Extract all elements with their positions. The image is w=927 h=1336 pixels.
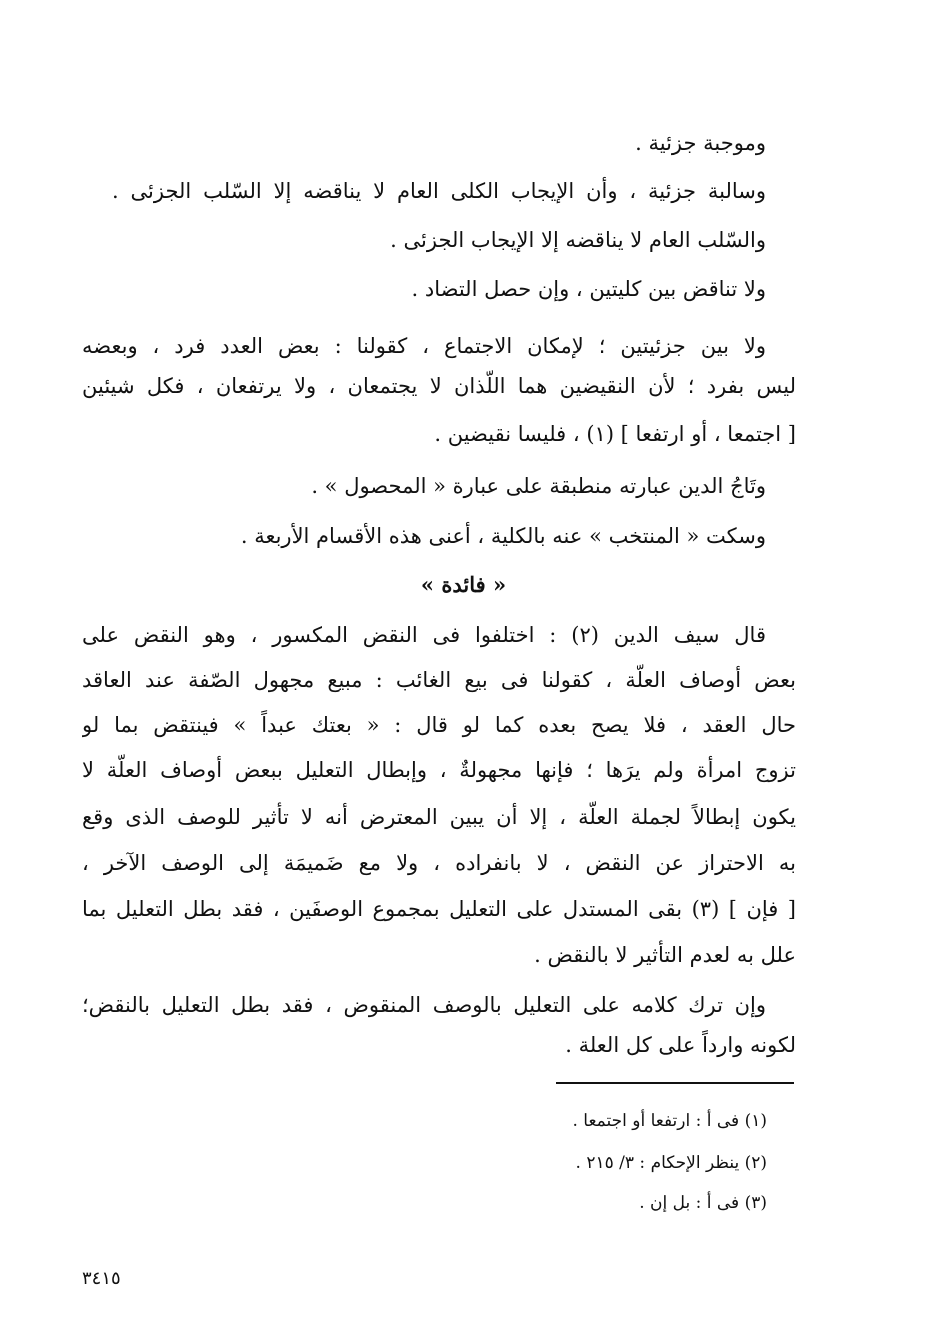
text-line: ولا بين جزئيتين ؛ لإمكان الاجتماع ، كقولنا : بعض العدد فرد ، وبعضه bbox=[82, 334, 766, 358]
text-line: ليس بفرد ؛ لأن النقيضين هما اللّذان لا يجتمعان ، ولا يرتفعان ، فكل شيئين bbox=[82, 374, 796, 398]
text-line: يكون إبطالاً لجملة العلّة ، إلا أن يبين المعترض أنه لا تأثير للوصف الذى وقع bbox=[82, 805, 796, 829]
text-line: وتَاجُ الدين عبارته منطبقة على عبارة « المحصول » . bbox=[311, 474, 766, 498]
text-line: تزوج امرأة ولم يرَها ؛ فإنها مجهولةٌ ، وإبطال التعليل ببعض أوصاف العلّة لا bbox=[82, 758, 796, 782]
text-line: لكونه وارداً على كل العلة . bbox=[565, 1033, 796, 1057]
text-line: به الاحتراز عن النقض ، لا بانفراده ، ولا مع ضَميمَة إلى الوصف الآخر ، bbox=[82, 851, 796, 875]
text-line: قال سيف الدين (٢) : اختلفوا فى النقض المكسور ، وهو النقض على bbox=[82, 623, 766, 647]
text-line: وموجبة جزئية . bbox=[635, 131, 766, 155]
footnote-3: (٣) فى أ : بل إن . bbox=[639, 1193, 767, 1213]
text-line: ولا تناقض بين كليتين ، وإن حصل التضاد . bbox=[411, 277, 766, 301]
text-line: وإن ترك كلامه على التعليل بالوصف المنقوض ، فقد بطل التعليل بالنقض؛ bbox=[82, 993, 766, 1017]
text-line: وسالبة جزئية ، وأن الإيجاب الكلى العام لا يناقضه إلا السّلب الجزئى . bbox=[112, 179, 766, 203]
text-line: [ فإن ] (٣) بقى المستدل على التعليل بمجموع الوصفَين ، فقد بطل التعليل بما bbox=[82, 897, 796, 921]
text-line: بعض أوصاف العلّة ، كقولنا فى بيع الغائب : مبيع مجهول الصّفة عند العاقد bbox=[82, 668, 796, 692]
footnote-separator bbox=[556, 1082, 794, 1084]
page-number: ٣٤١٥ bbox=[82, 1268, 121, 1289]
text-line: [ اجتمعا ، أو ارتفعا ] (١) ، فليسا نقيضين . bbox=[434, 422, 796, 446]
text-line: علل به لعدم التأثير لا بالنقض . bbox=[534, 943, 796, 967]
text-line: والسّلب العام لا يناقضه إلا الإيجاب الجزئى . bbox=[390, 228, 766, 252]
text-line: وسكت « المنتخب » عنه بالكلية ، أعنى هذه الأقسام الأربعة . bbox=[240, 524, 766, 548]
footnote-2: (٢) ينظر الإحكام : ٣/ ٢١٥ . bbox=[575, 1153, 767, 1173]
section-heading: « فائدة » bbox=[420, 572, 507, 597]
text-line: حال العقد ، فلا يصح بعده كما لو قال : « بعتك عبداً » فينتقض بما لو bbox=[82, 713, 796, 737]
footnote-1: (١) فى أ : ارتفعا أو اجتمعا . bbox=[572, 1111, 767, 1131]
main-text-block-2 bbox=[82, 616, 796, 1056]
main-text-block-1 bbox=[82, 124, 796, 564]
